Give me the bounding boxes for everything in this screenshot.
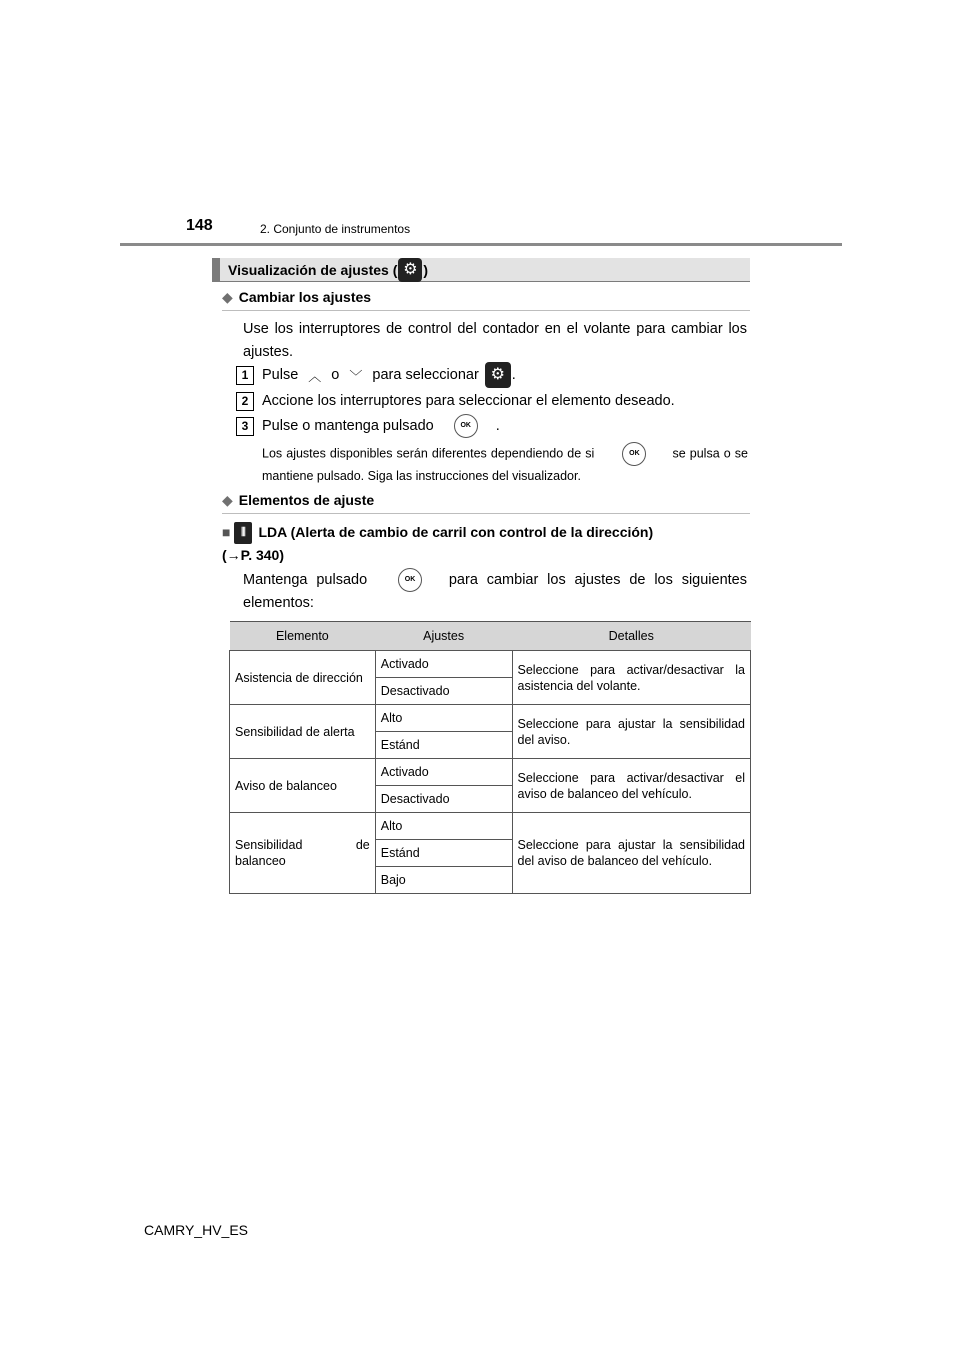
hold-text-a: Mantenga pulsado [243,571,368,588]
hold-instruction [243,568,747,615]
box-title-start: Visualización de ajustes ( [228,261,398,278]
detail-cell: Seleccione para activar/desactivar la asistencia del volante. [512,651,751,705]
settings-gear-icon: ⚙ [398,258,422,282]
column-header: Ajustes [375,622,512,651]
table-row [230,813,751,840]
setting-items-heading [222,492,750,514]
step-1-text-a: Pulse [262,367,299,383]
note-text-b: se pulsa o se mantiene pulsado. Siga las instrucciones del visualizador. [262,446,748,483]
note-text-a: Los ajustes disponibles serán diferentes dependiendo de si [262,446,595,461]
step-number: 3 [236,417,254,436]
step-1-text-b: para seleccionar [372,367,479,383]
chevron-up-icon: ︿ [308,368,322,384]
element-cell: Sensibilidad de alerta [230,705,376,759]
column-header: Detalles [512,622,751,651]
detail-cell: Seleccione para ajustar la sensibilidad del aviso. [512,705,751,759]
setting-cell: Estánd [375,840,512,867]
change-settings-heading-text: Cambiar los ajustes [238,289,372,305]
table-header-row [230,622,751,651]
diamond-bullet-icon: ◆ [222,289,233,305]
element-cell: Sensibilidad de balanceo [230,813,376,894]
step-number: 1 [236,366,254,385]
setting-cell: Alto [375,813,512,840]
step-number: 2 [236,392,254,411]
square-bullet-icon: ■ [222,524,231,540]
column-header: Elemento [230,622,376,651]
setting-cell: Activado [375,651,512,678]
settings-gear-icon: ⚙ [485,362,511,388]
setting-cell: Desactivado [375,786,512,813]
change-intro: Use los interruptores de control del contador en el volante para cambiar los ajustes. [243,321,747,360]
step-3 [236,416,500,436]
setting-cell: Estánd [375,732,512,759]
setting-items-heading-text: Elementos de ajuste [238,492,375,508]
step-3-text-a: Pulse o mantenga pulsado [262,418,434,434]
page-number: 148 [186,217,213,234]
detail-cell: Seleccione para activar/desactivar el aviso de balanceo del vehículo. [512,759,751,813]
setting-cell: Bajo [375,867,512,894]
section-title: 2. Conjunto de instrumentos [260,222,411,236]
diamond-bullet-icon: ◆ [222,492,233,508]
step-2-text: Accione los interruptores para seleccionar el elemento deseado. [262,393,675,409]
lda-heading-text: LDA (Alerta de cambio de carril con control de la dirección) [258,524,654,540]
footer-model-code: CAMRY_HV_ES [144,1222,249,1238]
header-rule [120,243,842,246]
hold-text-b: para cambiar los ajustes de los siguientes elementos: [243,571,747,611]
settings-table [229,621,751,894]
box-title-end: ) [423,261,429,278]
lda-lane-icon: ⫼ [234,522,252,544]
chevron-down-icon: ﹀ [349,368,363,384]
detail-cell: Seleccione para ajustar la sensibilidad del aviso de balanceo del vehículo. [512,813,751,894]
lda-heading [222,521,653,566]
step-1-or: o [331,367,340,383]
step-2 [236,391,675,411]
element-cell: Aviso de balanceo [230,759,376,813]
settings-note [262,442,748,486]
ok-button-icon: OK [622,442,646,466]
setting-cell: Alto [375,705,512,732]
ok-button-icon: OK [398,568,422,592]
step-1-end: . [511,367,516,383]
step-3-end: . [495,418,500,434]
table-row [230,759,751,786]
ok-button-icon: OK [454,414,478,438]
element-cell: Asistencia de dirección [230,651,376,705]
step-1 [236,365,516,385]
table-row [230,705,751,732]
setting-cell: Activado [375,759,512,786]
table-row [230,651,751,678]
setting-cell: Desactivado [375,678,512,705]
change-settings-heading [222,289,750,311]
settings-display-header [212,258,750,282]
lda-page-ref: (→P. 340) [222,547,284,564]
